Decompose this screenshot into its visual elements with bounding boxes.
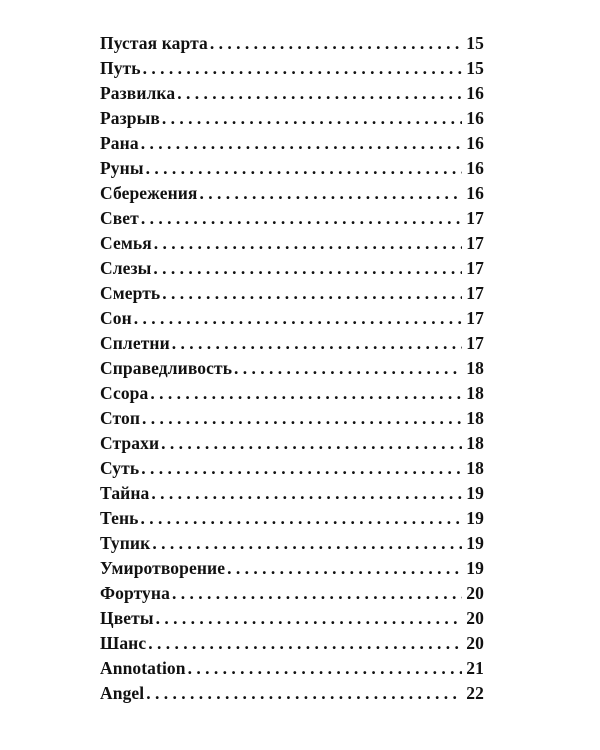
toc-entry-title: Справедливость (100, 358, 233, 378)
dot-leader (210, 31, 462, 56)
toc-entry-page-number: 15 (466, 58, 484, 78)
toc-entry-title: Развилка (100, 83, 176, 103)
toc-entry-title: Руны (100, 158, 144, 178)
toc-entry-page-number: 20 (466, 608, 484, 628)
toc-entry (100, 306, 484, 331)
dot-leader (153, 256, 462, 281)
toc-entry-title: Сплетни (100, 333, 170, 353)
toc-entry-page-number: 18 (466, 408, 484, 428)
dot-leader (162, 281, 462, 306)
toc-entry-title: Разрыв (100, 108, 160, 128)
dot-leader (151, 481, 462, 506)
toc-entry-page-number: 21 (466, 658, 484, 678)
toc-entry-title: Шанс (100, 633, 147, 653)
toc-entry (100, 356, 484, 381)
toc-entry-page-number: 17 (466, 208, 484, 228)
toc-entry-title: Путь (100, 58, 141, 78)
toc-entry-title: Семья (100, 233, 152, 253)
toc-entry-page-number: 16 (466, 158, 484, 178)
toc-entry-page-number: 18 (466, 458, 484, 478)
toc-entry-title: Сон (100, 308, 132, 328)
toc-entry-page-number: 15 (466, 33, 484, 53)
toc-entry-title: Слезы (100, 258, 152, 278)
dot-leader (172, 581, 462, 606)
toc-entry-page-number: 18 (466, 383, 484, 403)
dot-leader (188, 656, 463, 681)
dot-leader (154, 231, 463, 256)
table-of-contents (100, 31, 484, 706)
toc-entry-title: Тупик (100, 533, 151, 553)
toc-entry-page-number: 19 (466, 533, 484, 553)
toc-entry-page-number: 16 (466, 133, 484, 153)
toc-entry (100, 256, 484, 281)
toc-entry (100, 506, 484, 531)
toc-entry-title: Ссора (100, 383, 149, 403)
toc-entry (100, 156, 484, 181)
toc-entry (100, 281, 484, 306)
toc-entry-title: Стоп (100, 408, 141, 428)
toc-entry-title: Сбережения (100, 183, 198, 203)
toc-entry-page-number: 16 (466, 83, 484, 103)
toc-entry (100, 406, 484, 431)
toc-entry (100, 556, 484, 581)
toc-entry (100, 656, 484, 681)
dot-leader (142, 406, 462, 431)
toc-entry-page-number: 17 (466, 283, 484, 303)
toc-entry (100, 181, 484, 206)
toc-entry-title: Смерть (100, 283, 161, 303)
toc-entry-page-number: 17 (466, 233, 484, 253)
toc-entry (100, 581, 484, 606)
toc-entry-title: Пустая карта (100, 33, 208, 53)
dot-leader (141, 206, 462, 231)
toc-entry-title: Свет (100, 208, 139, 228)
toc-entry-page-number: 17 (466, 333, 484, 353)
dot-leader (150, 381, 462, 406)
toc-entry-title: Тайна (100, 483, 150, 503)
dot-leader (148, 631, 462, 656)
toc-entry (100, 681, 484, 706)
toc-entry (100, 431, 484, 456)
toc-entry-page-number: 20 (466, 583, 484, 603)
toc-entry-page-number: 19 (466, 508, 484, 528)
dot-leader (134, 306, 463, 331)
dot-leader (200, 181, 463, 206)
toc-entry (100, 206, 484, 231)
dot-leader (161, 431, 462, 456)
toc-entry (100, 31, 484, 56)
toc-entry-title: Цветы (100, 608, 154, 628)
toc-entry-page-number: 20 (466, 633, 484, 653)
toc-entry-title: Суть (100, 458, 140, 478)
toc-entry-title: Рана (100, 133, 139, 153)
toc-entry-title: Фортуна (100, 583, 170, 603)
toc-entry-page-number: 19 (466, 483, 484, 503)
toc-entry (100, 231, 484, 256)
dot-leader (141, 456, 462, 481)
dot-leader (141, 506, 463, 531)
dot-leader (234, 356, 462, 381)
toc-entry (100, 631, 484, 656)
dot-leader (162, 106, 462, 131)
dot-leader (156, 606, 463, 631)
toc-entry-title: Тень (100, 508, 139, 528)
toc-entry (100, 56, 484, 81)
toc-entry-title: Angel (100, 683, 145, 703)
toc-entry (100, 481, 484, 506)
toc-entry-title: Annotation (100, 658, 186, 678)
toc-entry-page-number: 16 (466, 183, 484, 203)
toc-entry-page-number: 16 (466, 108, 484, 128)
toc-entry (100, 606, 484, 631)
toc-entry-page-number: 22 (466, 683, 484, 703)
toc-entry (100, 131, 484, 156)
toc-entry (100, 331, 484, 356)
toc-entry-title: Страхи (100, 433, 160, 453)
toc-entry-page-number: 17 (466, 258, 484, 278)
dot-leader (172, 331, 463, 356)
toc-entry-page-number: 18 (466, 433, 484, 453)
toc-entry-page-number: 18 (466, 358, 484, 378)
toc-entry (100, 106, 484, 131)
toc-entry-title: Умиротворение (100, 558, 226, 578)
dot-leader (152, 531, 462, 556)
toc-entry (100, 456, 484, 481)
toc-entry (100, 81, 484, 106)
dot-leader (141, 131, 463, 156)
toc-entry (100, 531, 484, 556)
dot-leader (143, 56, 463, 81)
dot-leader (177, 81, 462, 106)
toc-entry-page-number: 19 (466, 558, 484, 578)
dot-leader (146, 681, 462, 706)
dot-leader (227, 556, 462, 581)
toc-entry (100, 381, 484, 406)
dot-leader (146, 156, 463, 181)
toc-entry-page-number: 17 (466, 308, 484, 328)
